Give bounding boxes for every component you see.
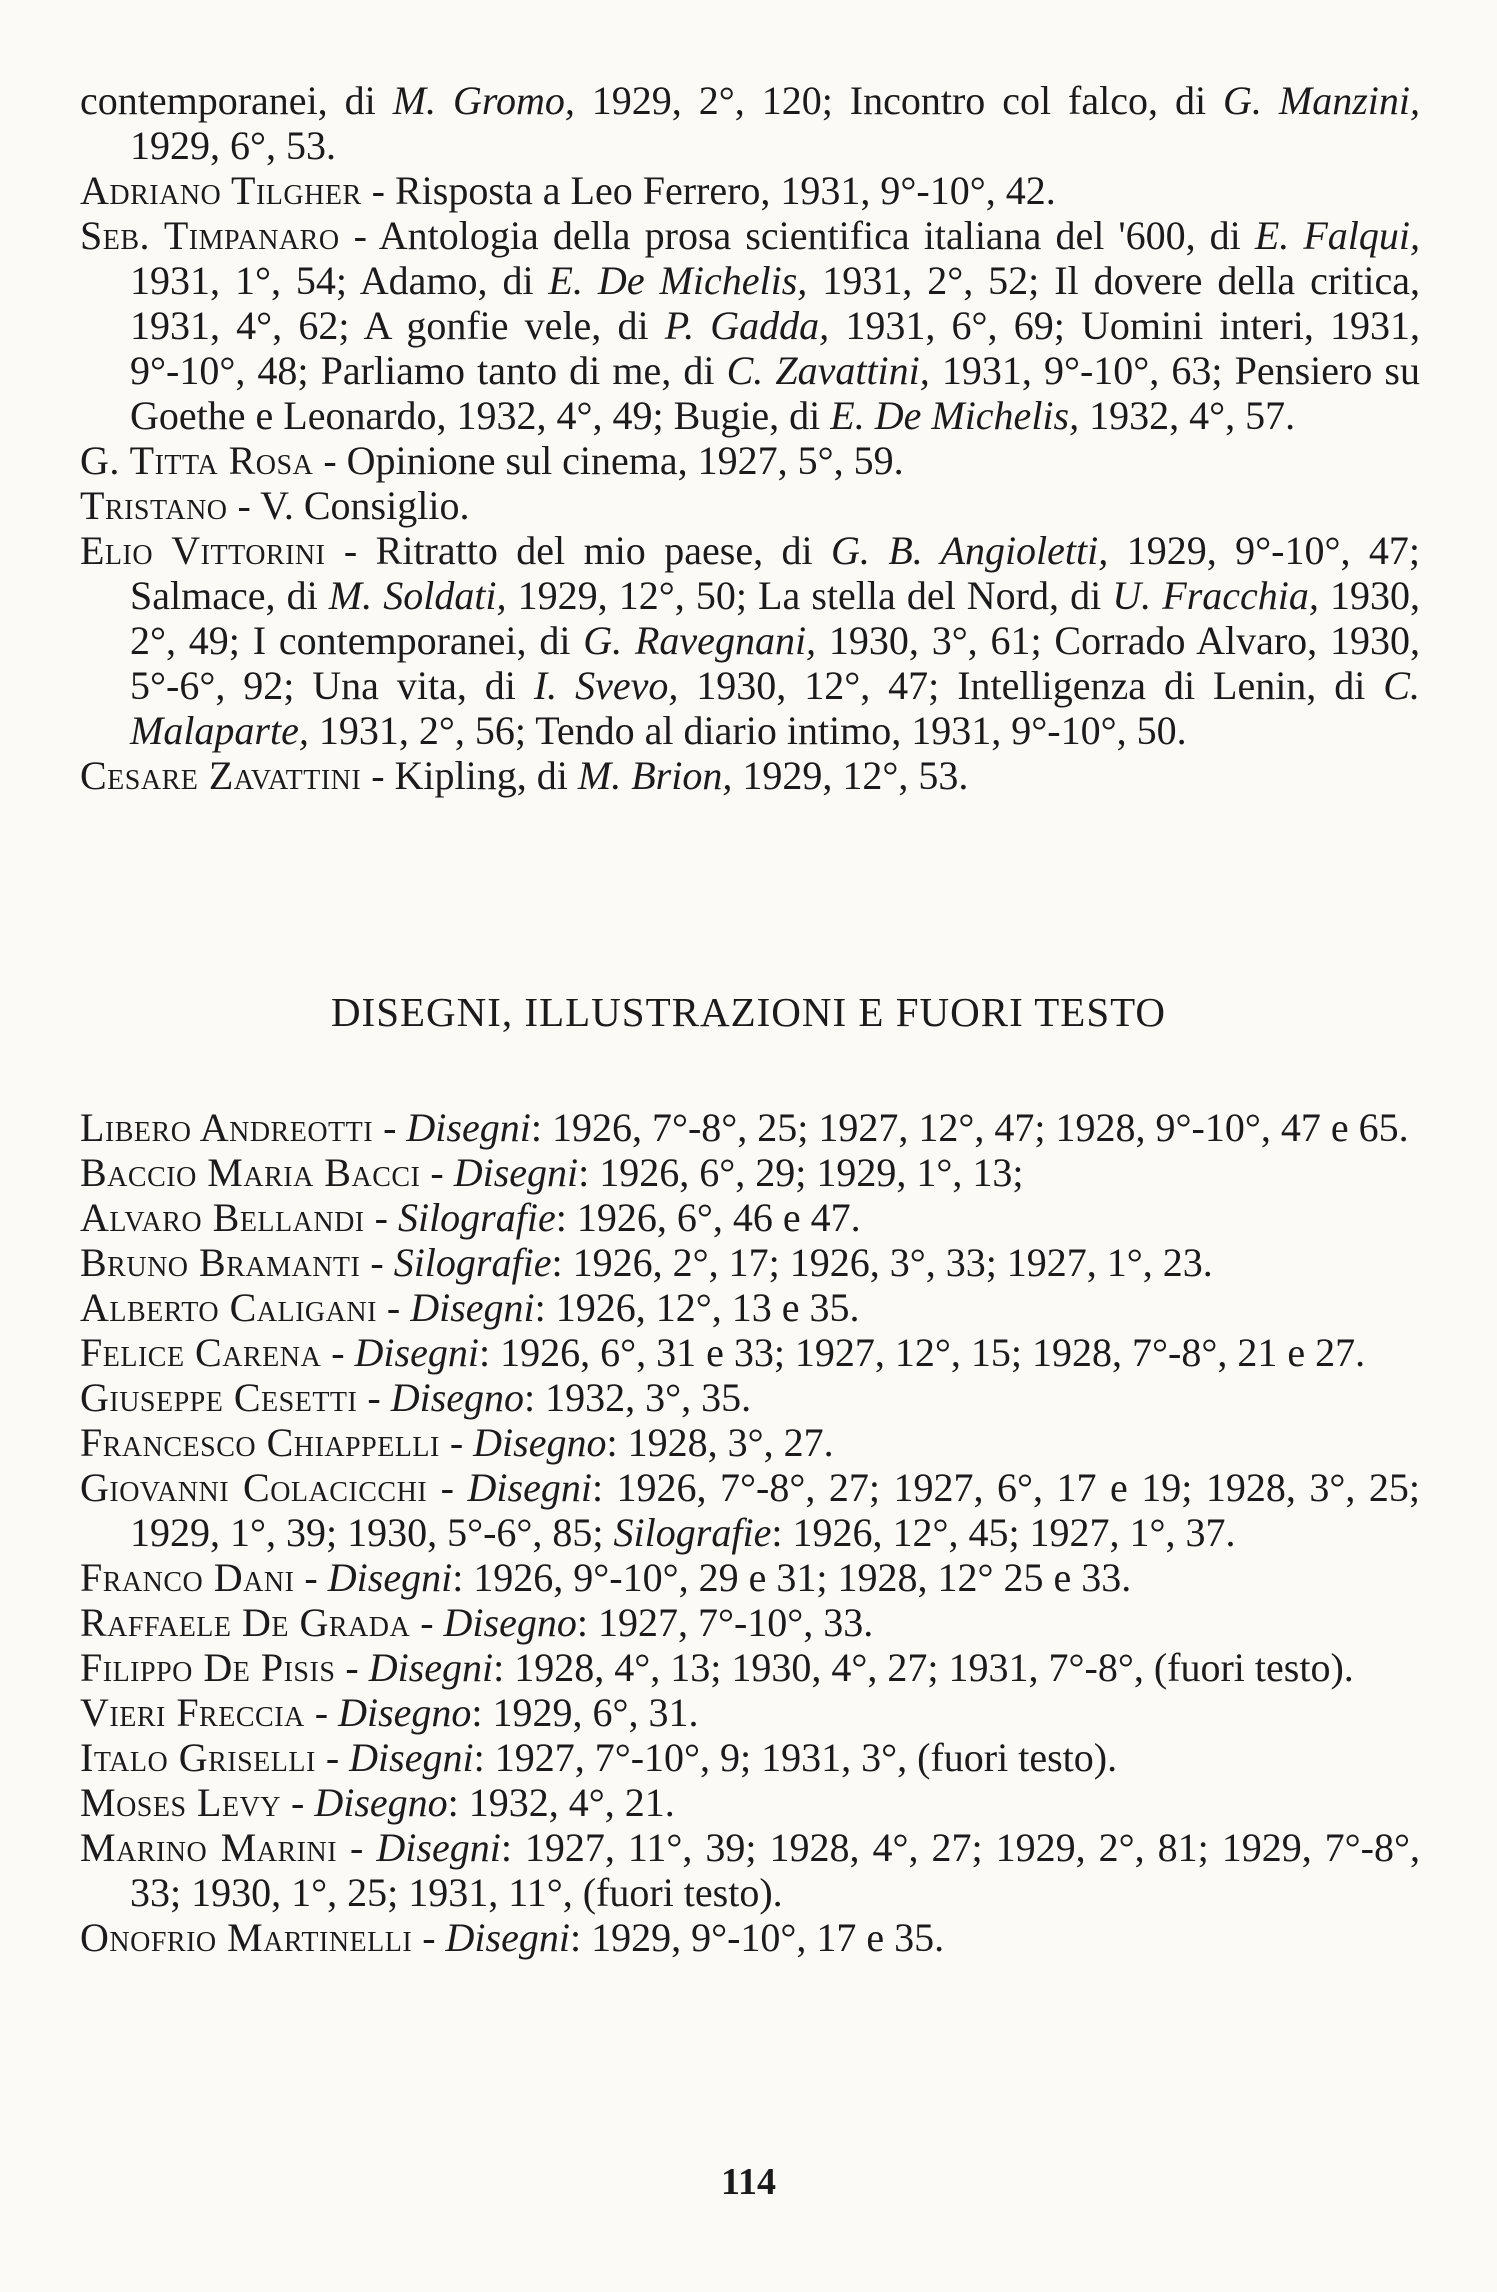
index-entry bbox=[80, 78, 1420, 168]
index-entry bbox=[80, 1240, 1420, 1285]
index-entry bbox=[80, 1420, 1420, 1465]
index-entry bbox=[80, 1285, 1420, 1330]
entry-author: Bruno Bramanti bbox=[80, 1240, 361, 1285]
entry-author: Marino Marini bbox=[80, 1825, 338, 1870]
entry-text: - bbox=[412, 1915, 446, 1960]
entry-author: Onofrio Martinelli bbox=[80, 1915, 413, 1960]
entry-text: - Ritratto del mio paese, di bbox=[325, 528, 832, 573]
entry-italic-text: I. Svevo, bbox=[533, 663, 679, 708]
entry-italic-text: E. De Michelis, bbox=[830, 393, 1080, 438]
index-entry bbox=[80, 438, 1420, 483]
entry-author: Adriano Tilgher bbox=[80, 168, 362, 213]
entry-text: - bbox=[439, 1420, 474, 1465]
entry-italic-text: U. Fracchia, bbox=[1112, 573, 1319, 618]
entry-text: 1932, 4°, 57. bbox=[1079, 393, 1296, 438]
entry-italic-text: Silografie bbox=[393, 1240, 552, 1285]
entry-author: Franco Dani bbox=[80, 1555, 295, 1600]
entry-author: Alberto Caligani bbox=[80, 1285, 377, 1330]
index-entry bbox=[80, 213, 1420, 438]
entry-author: G. Titta Rosa bbox=[80, 438, 314, 483]
entry-italic-text: G. Ravegnani, bbox=[583, 618, 817, 663]
entry-text: - bbox=[373, 1105, 407, 1150]
entry-text: : 1929, 9°-10°, 17 e 35. bbox=[569, 1915, 945, 1960]
entry-italic-text: Disegno bbox=[338, 1690, 472, 1735]
entry-text: - bbox=[337, 1825, 377, 1870]
index-entry bbox=[80, 1825, 1420, 1915]
entry-italic-text: G. B. Angioletti, bbox=[831, 528, 1109, 573]
entry-text: - bbox=[321, 1330, 355, 1375]
entry-text: - bbox=[281, 1780, 315, 1825]
entry-text: - bbox=[420, 1150, 454, 1195]
entry-text: : 1927, 11°, 39; 1928, 4°, 27; 1929, 2°, 81; 1929, 7°-8°, 33; 1930, 1°, 25; 1931, 11°, (fuori testo). bbox=[130, 1825, 1420, 1915]
page-number: 114 bbox=[721, 2161, 776, 2203]
entry-text: : 1926, 6°, 29; 1929, 1°, 13; bbox=[578, 1150, 1024, 1195]
entry-text: 1930, 3°, 61; Corrado Alvaro, 1930, 5°-6°, 92; Una vita, di bbox=[130, 618, 1420, 708]
entry-author: Tristano bbox=[80, 483, 228, 528]
index-entry bbox=[80, 1780, 1420, 1825]
contributors-list bbox=[80, 78, 1420, 798]
entry-text: : 1927, 7°-10°, 9; 1931, 3°, (fuori testo). bbox=[473, 1735, 1118, 1780]
entry-author: Cesare Zavattini bbox=[80, 753, 362, 798]
entry-text: 1931, 9°-10°, 63; Pensiero su Goethe e Leonardo, 1932, 4°, 49; Bugie, di bbox=[130, 348, 1420, 438]
entry-text: - bbox=[376, 1285, 411, 1330]
entry-text: : 1926, 7°-8°, 25; 1927, 12°, 47; 1928, 9°-10°, 47 e 65. bbox=[530, 1105, 1409, 1150]
entry-italic-text: Disegni bbox=[349, 1735, 474, 1780]
entry-text: : 1926, 6°, 31 e 33; 1927, 12°, 15; 1928, 7°-8°, 21 e 27. bbox=[478, 1330, 1366, 1375]
entry-text: : 1926, 12°, 13 e 35. bbox=[534, 1285, 860, 1330]
entry-italic-text: E. De Michelis, bbox=[548, 258, 808, 303]
index-entry bbox=[80, 1555, 1420, 1600]
entry-author: Elio Vittorini bbox=[80, 528, 326, 573]
entry-italic-text: C. Zavattini, bbox=[726, 348, 930, 393]
entry-italic-text: M. Gromo, bbox=[392, 78, 575, 123]
index-entry bbox=[80, 1150, 1420, 1195]
entry-text: : 1928, 3°, 27. bbox=[606, 1420, 834, 1465]
entry-italic-text: Disegni bbox=[445, 1915, 570, 1960]
entry-italic-text: P. Gadda, bbox=[664, 303, 830, 348]
entry-text: 1931, 1°, 54; Adamo, di bbox=[130, 258, 549, 303]
entry-text: - bbox=[315, 1735, 350, 1780]
entry-author: Vieri Freccia bbox=[80, 1690, 305, 1735]
entry-text: - V. Consiglio. bbox=[227, 483, 470, 528]
entry-author: Seb. Timpanaro bbox=[80, 213, 340, 258]
section-heading: DISEGNI, ILLUSTRAZIONI E FUORI TESTO bbox=[330, 989, 1167, 1035]
entry-text: - bbox=[304, 1690, 339, 1735]
entry-author: Alvaro Bellandi bbox=[80, 1195, 365, 1240]
entry-text: 1931, 6°, 69; Uomini interi, 1931, 9°-10°, 48; Parliamo tanto di me, di bbox=[130, 303, 1421, 393]
entry-text: : 1926, 9°-10°, 29 e 31; 1928, 12° 25 e 33. bbox=[452, 1555, 1132, 1600]
entry-italic-text: Disegno bbox=[314, 1780, 448, 1825]
index-entry bbox=[80, 483, 1420, 528]
entry-text: : 1928, 4°, 13; 1930, 4°, 27; 1931, 7°-8°, (fuori testo). bbox=[493, 1645, 1354, 1690]
entry-text: : 1929, 6°, 31. bbox=[471, 1690, 699, 1735]
entry-author: Giuseppe Cesetti bbox=[80, 1375, 358, 1420]
entry-italic-text: Disegni bbox=[354, 1330, 479, 1375]
index-entry bbox=[80, 1690, 1420, 1735]
entry-italic-text: M. Brion, bbox=[577, 753, 733, 798]
entry-italic-text: G. Manzini, bbox=[1223, 78, 1420, 123]
entry-italic-text: Disegno bbox=[390, 1375, 525, 1420]
entry-text: : 1926, 2°, 17; 1926, 3°, 33; 1927, 1°, 23. bbox=[551, 1240, 1213, 1285]
index-entry bbox=[80, 1330, 1420, 1375]
entry-text: - Antologia della prosa scientifica italiana del '600, di bbox=[339, 213, 1255, 258]
entry-author: Giovanni Colacicchi bbox=[80, 1465, 428, 1510]
entry-italic-text: Disegni bbox=[376, 1825, 501, 1870]
entry-text: : 1926, 12°, 45; 1927, 1°, 37. bbox=[771, 1510, 1236, 1555]
entry-italic-text: Disegni bbox=[453, 1150, 579, 1195]
entry-author: Moses Levy bbox=[80, 1780, 282, 1825]
entry-text: contemporanei, di bbox=[80, 78, 393, 123]
entry-text: 1929, 12°, 53. bbox=[732, 753, 969, 798]
entry-text: 1931, 2°, 56; Tendo al diario intimo, 1931, 9°-10°, 50. bbox=[308, 708, 1187, 753]
entry-italic-text: Disegni bbox=[467, 1465, 592, 1510]
index-entry bbox=[80, 1195, 1420, 1240]
entry-text: - bbox=[357, 1375, 391, 1420]
entry-author: Baccio Maria Bacci bbox=[80, 1150, 421, 1195]
entry-italic-text: Disegni bbox=[406, 1105, 531, 1150]
entry-text: 1930, 12°, 47; Intelligenza di Lenin, di bbox=[678, 663, 1384, 708]
entry-text: 1930, 2°, 49; I contemporanei, di bbox=[130, 573, 1420, 663]
index-entry bbox=[80, 1645, 1420, 1690]
entry-text: 1931, 2°, 52; Il dovere della critica, 1931, 4°, 62; A gonfie vele, di bbox=[130, 258, 1420, 348]
entry-author: Italo Griselli bbox=[80, 1735, 316, 1780]
entry-author: Francesco Chiappelli bbox=[80, 1420, 440, 1465]
index-entry bbox=[80, 1915, 1420, 1960]
entry-text: : 1926, 7°-8°, 27; 1927, 6°, 17 e 19; 1928, 3°, 25; 1929, 1°, 39; 1930, 5°-6°, 85; bbox=[130, 1465, 1420, 1555]
entry-italic-text: Disegno bbox=[473, 1420, 607, 1465]
illustrators-list bbox=[80, 1105, 1420, 1960]
entry-text: : 1926, 6°, 46 e 47. bbox=[555, 1195, 861, 1240]
entry-italic-text: E. Falqui, bbox=[1254, 213, 1420, 258]
entry-text: 1929, 6°, 53. bbox=[130, 123, 336, 168]
index-entry bbox=[80, 1735, 1420, 1780]
entry-author: Libero Andreotti bbox=[80, 1105, 374, 1150]
entry-author: Raffaele De Grada bbox=[80, 1600, 411, 1645]
entry-text: - bbox=[360, 1240, 394, 1285]
index-entry bbox=[80, 1375, 1420, 1420]
index-entry bbox=[80, 753, 1420, 798]
entry-text: : 1927, 7°-10°, 33. bbox=[576, 1600, 874, 1645]
entry-italic-text: Disegni bbox=[327, 1555, 453, 1600]
entry-author: Felice Carena bbox=[80, 1330, 322, 1375]
index-entry bbox=[80, 1600, 1420, 1645]
index-entry bbox=[80, 1465, 1420, 1555]
entry-italic-text: Disegni bbox=[410, 1285, 535, 1330]
entry-italic-text: Silografie bbox=[397, 1195, 556, 1240]
entry-italic-text: Disegno bbox=[443, 1600, 577, 1645]
entry-author: Filippo De Pisis bbox=[80, 1645, 336, 1690]
entry-italic-text: Disegni bbox=[368, 1645, 494, 1690]
entry-text: - bbox=[364, 1195, 398, 1240]
entry-text: - bbox=[410, 1600, 444, 1645]
index-entry bbox=[80, 1105, 1420, 1150]
entry-text: - Opinione sul cinema, 1927, 5°, 59. bbox=[313, 438, 904, 483]
entry-text: 1929, 2°, 120; Incontro col falco, di bbox=[574, 78, 1224, 123]
entry-text: : 1932, 3°, 35. bbox=[524, 1375, 752, 1420]
entry-italic-text: C. Malaparte, bbox=[130, 663, 1420, 753]
entry-text: 1929, 9°-10°, 47; Salmace, di bbox=[130, 528, 1420, 618]
entry-text: : 1932, 4°, 21. bbox=[447, 1780, 675, 1825]
index-entry bbox=[80, 168, 1420, 213]
index-entry bbox=[80, 528, 1420, 753]
entry-italic-text: Silografie bbox=[613, 1510, 772, 1555]
entry-text: - bbox=[335, 1645, 369, 1690]
entry-text: - bbox=[294, 1555, 328, 1600]
entry-text: 1929, 12°, 50; La stella del Nord, di bbox=[506, 573, 1113, 618]
entry-text: - Risposta a Leo Ferrero, 1931, 9°-10°, 42. bbox=[361, 168, 1056, 213]
entry-text: - Kipling, di bbox=[361, 753, 578, 798]
entry-text: - bbox=[427, 1465, 468, 1510]
entry-italic-text: M. Soldati, bbox=[328, 573, 507, 618]
